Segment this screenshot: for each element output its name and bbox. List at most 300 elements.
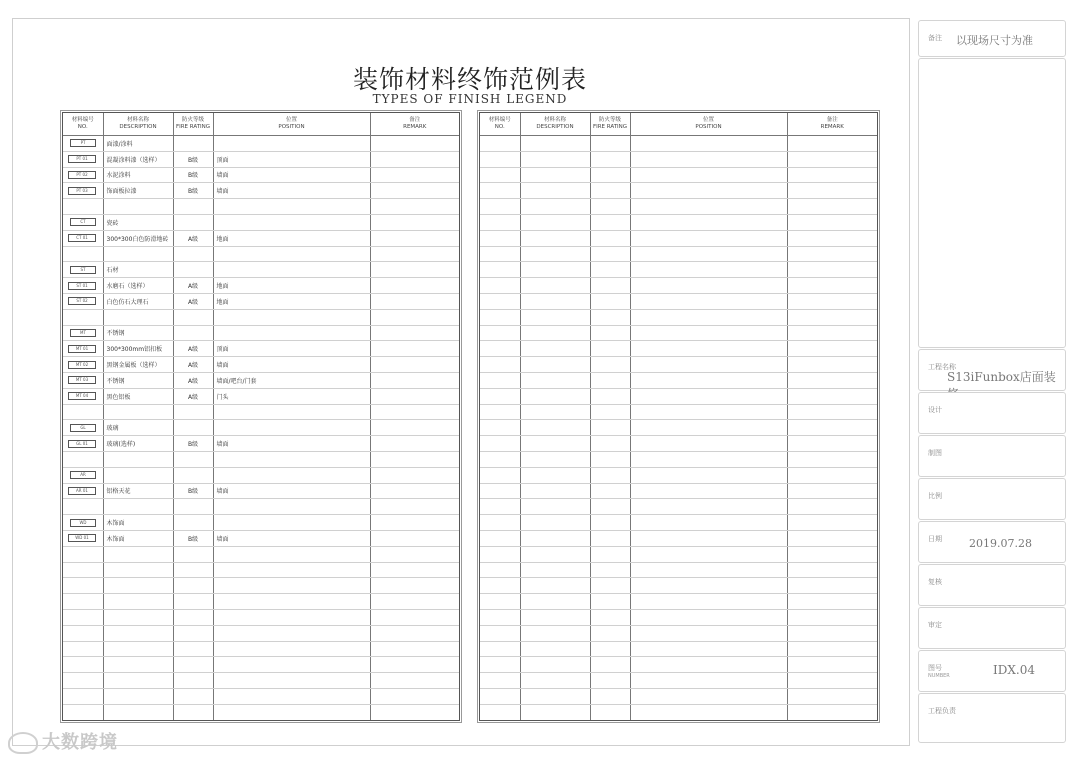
table-row — [480, 183, 877, 199]
remark-cell — [787, 704, 877, 720]
material-name-cell — [103, 404, 173, 420]
material-name-cell — [520, 688, 590, 704]
fire-rating-cell: A级 — [173, 372, 213, 388]
material-code-cell — [480, 436, 520, 452]
legend-header-cn: 材料编号 — [71, 117, 94, 123]
table-row — [480, 546, 877, 562]
remark-cell — [370, 404, 459, 420]
table-row — [480, 436, 877, 452]
position-cell: 顶面 — [213, 151, 370, 167]
remark-cell — [370, 325, 459, 341]
table-row — [63, 404, 459, 420]
table-row — [63, 688, 459, 704]
material-name-cell: 瓷砖 — [103, 214, 173, 230]
scale-label: 比例 — [928, 492, 942, 500]
legend-header-cn: 材料名称 — [543, 117, 566, 123]
position-cell — [213, 562, 370, 578]
material-code-cell — [480, 451, 520, 467]
material-code-cell — [480, 609, 520, 625]
table-row — [63, 515, 459, 531]
material-name-cell — [520, 199, 590, 215]
material-code-cell — [63, 420, 103, 436]
material-name-cell — [520, 372, 590, 388]
table-row — [480, 357, 877, 373]
remark-cell — [787, 167, 877, 183]
table-row — [480, 657, 877, 673]
position-cell — [630, 199, 787, 215]
legend-header-en: DESCRIPTION — [536, 124, 574, 130]
remark-cell — [370, 578, 459, 594]
material-name-cell — [520, 167, 590, 183]
position-cell — [213, 309, 370, 325]
fire-rating-cell — [590, 467, 630, 483]
remark-cell — [370, 167, 459, 183]
remark-cell — [787, 467, 877, 483]
material-code-tag: PT 01 — [68, 155, 96, 163]
table-row — [480, 641, 877, 657]
fire-rating-cell — [590, 673, 630, 689]
page-title: 装饰材料终饰范例表 — [352, 65, 587, 94]
material-code-tag: AR 01 — [68, 487, 96, 495]
material-code-cell — [480, 499, 520, 515]
table-row — [480, 199, 877, 215]
remark-cell — [787, 594, 877, 610]
material-name-cell — [520, 578, 590, 594]
material-name-cell — [520, 530, 590, 546]
remark-cell — [787, 483, 877, 499]
material-code-cell — [63, 530, 103, 546]
table-row — [63, 151, 459, 167]
fire-rating-cell — [173, 609, 213, 625]
remark-cell — [787, 136, 877, 152]
fire-rating-cell — [173, 673, 213, 689]
fire-rating-cell — [590, 388, 630, 404]
fire-rating-cell — [173, 594, 213, 610]
material-code-cell — [480, 657, 520, 673]
position-cell — [213, 625, 370, 641]
fire-rating-cell — [590, 230, 630, 246]
fire-rating-cell — [590, 704, 630, 720]
stamp-cell — [918, 693, 1066, 743]
drawing-number-value: IDX.04 — [993, 663, 1035, 677]
remark-cell — [370, 436, 459, 452]
remark-cell — [370, 625, 459, 641]
material-code-cell — [480, 641, 520, 657]
fire-rating-cell — [173, 451, 213, 467]
fire-rating-cell — [173, 467, 213, 483]
fire-rating-cell — [590, 309, 630, 325]
position-cell: 地面 — [213, 230, 370, 246]
position-cell — [213, 262, 370, 278]
remark-cell — [370, 530, 459, 546]
table-row — [63, 625, 459, 641]
material-name-cell: 不锈钢 — [103, 372, 173, 388]
table-row — [480, 625, 877, 641]
position-cell — [630, 657, 787, 673]
remark-cell — [370, 451, 459, 467]
material-name-cell — [520, 625, 590, 641]
fire-rating-cell — [590, 325, 630, 341]
material-code-tag: PT 02 — [68, 171, 96, 179]
notes-area — [918, 58, 1066, 348]
remark-cell — [787, 293, 877, 309]
material-code-cell — [480, 199, 520, 215]
material-code-cell — [63, 436, 103, 452]
table-row — [480, 372, 877, 388]
fire-rating-cell — [590, 246, 630, 262]
material-name-cell: 木饰面 — [103, 515, 173, 531]
material-code-tag: CT 01 — [68, 234, 96, 242]
fire-rating-cell — [590, 530, 630, 546]
remark-cell — [787, 325, 877, 341]
remark-cell — [918, 20, 1066, 57]
position-cell — [630, 214, 787, 230]
position-cell — [630, 183, 787, 199]
position-cell — [630, 293, 787, 309]
table-row — [63, 673, 459, 689]
remark-cell — [370, 594, 459, 610]
material-name-cell — [520, 499, 590, 515]
remark-cell — [370, 293, 459, 309]
material-name-cell: 300*300mm铝扣板 — [103, 341, 173, 357]
material-name-cell — [103, 467, 173, 483]
position-cell — [630, 167, 787, 183]
material-code-cell — [63, 704, 103, 720]
remark-cell — [787, 372, 877, 388]
table-row — [480, 262, 877, 278]
brand-logo-icon — [8, 732, 38, 754]
fire-rating-cell — [590, 372, 630, 388]
legend-header-cell — [213, 113, 370, 136]
remark-cell — [787, 388, 877, 404]
finish-legend-table-left — [62, 112, 460, 721]
remark-cell — [787, 278, 877, 294]
position-cell: 门头 — [213, 388, 370, 404]
position-cell — [213, 704, 370, 720]
drawing-label: 制图 — [928, 449, 942, 457]
legend-header-cn: 备注 — [409, 117, 421, 123]
material-code-cell — [63, 262, 103, 278]
material-code-cell — [480, 530, 520, 546]
table-row — [63, 578, 459, 594]
material-code-cell — [63, 451, 103, 467]
position-cell — [630, 499, 787, 515]
position-cell — [213, 467, 370, 483]
position-cell: 地面 — [213, 293, 370, 309]
table-row — [480, 594, 877, 610]
material-code-cell — [63, 167, 103, 183]
fire-rating-cell — [590, 641, 630, 657]
legend-header-en: POSITION — [695, 124, 722, 130]
table-row — [63, 183, 459, 199]
remark-cell — [370, 230, 459, 246]
material-name-cell: 面漆/涂料 — [103, 136, 173, 152]
table-row — [63, 199, 459, 215]
table-row — [63, 136, 459, 152]
material-code-cell — [63, 278, 103, 294]
table-row — [480, 578, 877, 594]
material-code-cell — [63, 562, 103, 578]
remark-cell — [370, 609, 459, 625]
table-row — [480, 467, 877, 483]
position-cell — [630, 673, 787, 689]
fire-rating-cell — [590, 214, 630, 230]
position-cell — [630, 641, 787, 657]
table-row — [480, 309, 877, 325]
material-code-tag: ST — [70, 266, 96, 274]
material-name-cell — [520, 357, 590, 373]
legend-header-cn: 防火等级 — [598, 117, 621, 123]
remark-cell — [787, 609, 877, 625]
table-row — [480, 151, 877, 167]
position-cell — [213, 673, 370, 689]
material-name-cell — [520, 420, 590, 436]
material-code-cell — [480, 688, 520, 704]
position-cell — [213, 499, 370, 515]
material-name-cell — [103, 309, 173, 325]
material-name-cell: 玻璃 — [103, 420, 173, 436]
remark-cell — [370, 641, 459, 657]
position-cell — [630, 515, 787, 531]
page-subtitle: TYPES OF FINISH LEGEND — [372, 92, 568, 106]
material-code-cell — [480, 546, 520, 562]
material-code-cell — [480, 341, 520, 357]
material-name-cell — [520, 214, 590, 230]
position-cell — [630, 151, 787, 167]
table-row — [63, 388, 459, 404]
table-row — [63, 530, 459, 546]
material-code-cell — [480, 420, 520, 436]
position-cell: 地面 — [213, 278, 370, 294]
table-row — [480, 704, 877, 720]
project-label: 工程名称 — [928, 363, 956, 371]
fire-rating-cell — [173, 214, 213, 230]
remark-cell — [787, 151, 877, 167]
material-name-cell — [103, 625, 173, 641]
legend-header-cell — [103, 113, 173, 136]
remark-cell — [370, 246, 459, 262]
project-cell — [918, 349, 1066, 391]
material-name-cell: 铝格天花 — [103, 483, 173, 499]
table-row — [480, 530, 877, 546]
number-sub: NUMBER — [928, 673, 950, 679]
legend-header-en: FIRE RATING — [175, 124, 211, 130]
material-code-cell — [63, 688, 103, 704]
legend-header-en: NO. — [494, 124, 505, 130]
legend-header-cell — [173, 113, 213, 136]
date-value: 2019.07.28 — [969, 537, 1032, 550]
remark-cell — [370, 388, 459, 404]
legend-header-row — [63, 113, 459, 136]
material-code-cell — [63, 609, 103, 625]
material-name-cell — [103, 673, 173, 689]
legend-header-cell — [520, 113, 590, 136]
drawing-cell — [918, 435, 1066, 477]
fire-rating-cell — [173, 246, 213, 262]
material-code-tag: CT — [70, 218, 96, 226]
legend-header-cn: 材料名称 — [126, 117, 149, 123]
material-code-cell — [480, 704, 520, 720]
material-code-cell — [480, 151, 520, 167]
material-code-cell — [63, 483, 103, 499]
table-row — [63, 246, 459, 262]
position-cell — [630, 246, 787, 262]
legend-header-en: FIRE RATING — [592, 124, 628, 130]
position-cell — [630, 578, 787, 594]
material-name-cell: 白色仿石大理石 — [103, 293, 173, 309]
fire-rating-cell — [173, 420, 213, 436]
table-row — [480, 499, 877, 515]
material-code-tag: MT 01 — [68, 345, 96, 353]
legend-header-en: NO. — [77, 124, 88, 130]
remark-value: 以现场尺寸为准 — [956, 34, 1033, 47]
position-cell — [213, 214, 370, 230]
material-code-cell — [480, 372, 520, 388]
material-code-cell — [480, 246, 520, 262]
material-code-tag: MT 04 — [68, 392, 96, 400]
material-code-cell — [63, 293, 103, 309]
remark-cell — [370, 483, 459, 499]
fire-rating-cell — [590, 578, 630, 594]
material-name-cell — [520, 451, 590, 467]
table-row — [63, 467, 459, 483]
position-cell: 墙面 — [213, 483, 370, 499]
table-row — [480, 562, 877, 578]
stamp-label: 工程负责 — [928, 707, 956, 715]
remark-cell — [370, 341, 459, 357]
remark-cell — [787, 230, 877, 246]
fire-rating-cell — [590, 357, 630, 373]
position-cell — [630, 357, 787, 373]
fire-rating-cell: A级 — [173, 341, 213, 357]
fire-rating-cell — [590, 278, 630, 294]
material-name-cell — [520, 704, 590, 720]
material-name-cell: 饰面板拉漆 — [103, 183, 173, 199]
remark-cell — [787, 246, 877, 262]
fire-rating-cell — [173, 641, 213, 657]
fire-rating-cell — [590, 546, 630, 562]
remark-cell — [370, 199, 459, 215]
remark-cell — [370, 546, 459, 562]
material-name-cell — [103, 594, 173, 610]
material-code-cell — [480, 262, 520, 278]
table-row — [480, 609, 877, 625]
legend-header-cell — [590, 113, 630, 136]
material-name-cell — [520, 609, 590, 625]
fire-rating-cell — [173, 704, 213, 720]
table-row — [480, 341, 877, 357]
remark-cell — [787, 436, 877, 452]
fire-rating-cell — [590, 688, 630, 704]
position-cell — [630, 562, 787, 578]
fire-rating-cell: A级 — [173, 357, 213, 373]
position-cell — [213, 594, 370, 610]
material-name-cell — [103, 657, 173, 673]
material-code-cell — [480, 183, 520, 199]
remark-cell — [787, 199, 877, 215]
finish-legend-table-right — [479, 112, 878, 721]
position-cell — [630, 230, 787, 246]
material-code-cell — [63, 641, 103, 657]
legend-header-cn: 防火等级 — [181, 117, 204, 123]
material-code-cell — [63, 372, 103, 388]
remark-cell — [787, 262, 877, 278]
table-row — [63, 594, 459, 610]
material-name-cell — [103, 499, 173, 515]
remark-cell — [370, 151, 459, 167]
table-row — [63, 641, 459, 657]
material-name-cell — [520, 293, 590, 309]
remark-cell — [370, 467, 459, 483]
material-code-cell — [63, 341, 103, 357]
fire-rating-cell — [590, 183, 630, 199]
fire-rating-cell — [590, 167, 630, 183]
material-code-cell — [480, 278, 520, 294]
remark-cell — [370, 309, 459, 325]
material-name-cell — [520, 483, 590, 499]
position-cell — [213, 420, 370, 436]
position-cell — [630, 388, 787, 404]
legend-header-cell — [63, 113, 103, 136]
fire-rating-cell — [173, 546, 213, 562]
material-code-tag: ST 02 — [68, 297, 96, 305]
table-row — [480, 136, 877, 152]
material-name-cell: 木饰面 — [103, 530, 173, 546]
position-cell — [630, 625, 787, 641]
position-cell: 顶面 — [213, 341, 370, 357]
fire-rating-cell: B级 — [173, 151, 213, 167]
fire-rating-cell — [590, 483, 630, 499]
material-code-cell — [63, 136, 103, 152]
legend-header-en: REMARK — [820, 124, 844, 130]
fire-rating-cell — [590, 341, 630, 357]
material-code-cell — [480, 136, 520, 152]
table-row — [63, 325, 459, 341]
remark-cell — [787, 688, 877, 704]
position-cell: 墙面 — [213, 530, 370, 546]
table-row — [63, 214, 459, 230]
material-name-cell — [520, 673, 590, 689]
fire-rating-cell — [590, 451, 630, 467]
material-code-cell — [63, 499, 103, 515]
material-name-cell: 水泥涂料 — [103, 167, 173, 183]
material-code-cell — [480, 404, 520, 420]
material-code-tag: GL 01 — [68, 440, 96, 448]
position-cell — [630, 594, 787, 610]
design-label: 设计 — [928, 406, 942, 414]
material-code-tag: GL — [70, 424, 96, 432]
material-name-cell — [103, 246, 173, 262]
position-cell — [630, 704, 787, 720]
table-row — [63, 278, 459, 294]
material-code-cell — [480, 673, 520, 689]
material-name-cell — [520, 641, 590, 657]
table-row — [63, 609, 459, 625]
remark-cell — [787, 546, 877, 562]
legend-header-cn: 位置 — [702, 117, 714, 123]
table-row — [63, 372, 459, 388]
remark-cell — [370, 278, 459, 294]
position-cell — [213, 657, 370, 673]
material-code-tag: ST 01 — [68, 282, 96, 290]
fire-rating-cell: B级 — [173, 167, 213, 183]
fire-rating-cell: B级 — [173, 436, 213, 452]
material-name-cell — [103, 562, 173, 578]
fire-rating-cell — [590, 499, 630, 515]
remark-cell — [787, 499, 877, 515]
remark-cell — [370, 673, 459, 689]
position-cell — [630, 278, 787, 294]
